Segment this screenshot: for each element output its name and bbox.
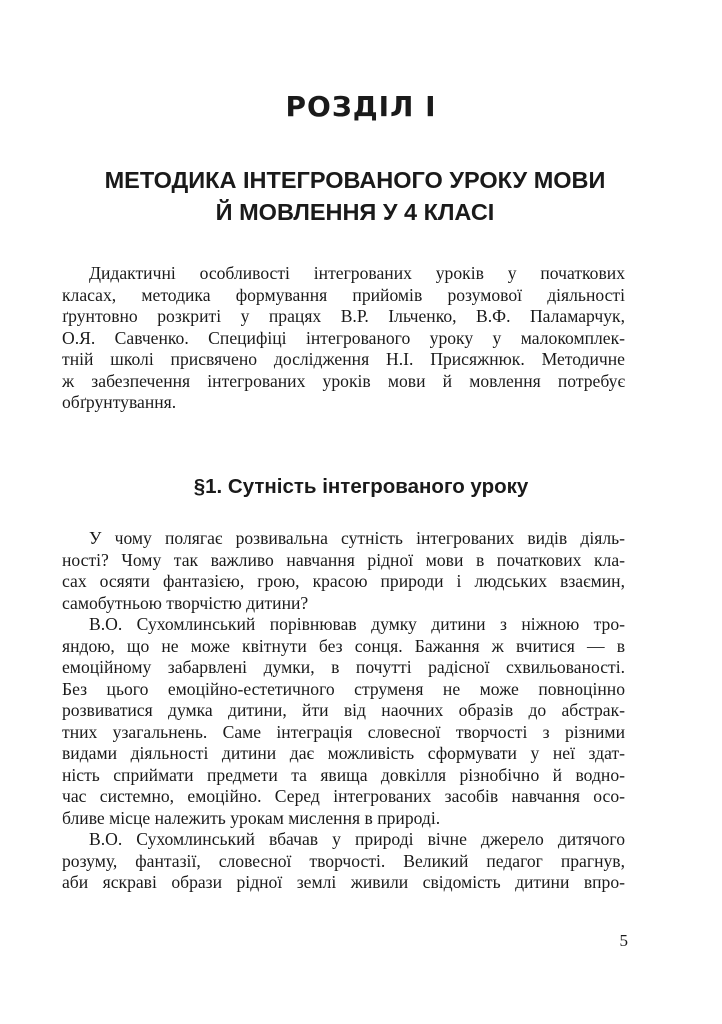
text-line: В.О. Сухомлинський порівнював думку дитини з ніжною тро-	[89, 614, 625, 634]
chapter-title-line: МЕТОДИКА ІНТЕГРОВАНОГО УРОКУ МОВИ	[104, 167, 606, 193]
text-line: самобутньою творчістю дитини?	[62, 592, 309, 613]
section-title: §1. Сутність інтегрованого уроку	[193, 475, 529, 498]
chapter-title	[60, 164, 650, 228]
text-line: тних узагальнень. Саме інтеграція словесної творчості з різними	[62, 721, 625, 742]
text-line: емоційному забарвлені думки, в почутті радісної схвильованості.	[62, 657, 625, 677]
text-line: ж забезпечення інтегрованих уроків мови й мовлення потребує	[62, 370, 625, 391]
intro-paragraph	[62, 263, 625, 414]
text-line: ності? Чому так важливо навчання рідної мови в початкових кла-	[62, 549, 625, 570]
body-paragraph	[62, 829, 625, 894]
text-line: В.О. Сухомлинський вбачав у природі вічне джерело дитячого	[89, 829, 625, 849]
text-line: видами діяльності дитини дає можливість сформувати у неї здат-	[62, 743, 625, 763]
text-line: У чому полягає розвивальна сутність інтегрованих видів діяль-	[89, 528, 625, 548]
text-line: класах, методика формування прийомів розумової діяльності	[62, 284, 625, 305]
text-line: О.Я. Савченко. Специфіці інтегрованого уроку у малокомплек-	[62, 327, 625, 348]
text-line: тній школі присвячено дослідження Н.І. Присяжнюк. Методичне	[62, 349, 625, 369]
page-number: 5	[619, 931, 628, 950]
text-line: Дидактичні особливості інтегрованих уроків у початкових	[89, 263, 625, 283]
text-line: аби яскраві образи рідної землі живили свідомість дитини впро-	[62, 872, 625, 892]
text-line: час системно, емоційно. Серед інтегрованих засобів навчання осо-	[62, 786, 625, 806]
text-line: ґрунтовно розкриті у працях В.Р. Ільченко, В.Ф. Паламарчук,	[62, 306, 625, 326]
text-line: яндою, що не може квітнути без сонця. Бажання ж вчитися — в	[62, 635, 625, 656]
text-line: Без цього емоційно-естетичного струменя не може повноцінно	[62, 678, 625, 699]
text-line: обґрунтування.	[62, 392, 177, 412]
text-line: сах осяяти фантазією, грою, красою природи і людських взаємин,	[62, 571, 625, 591]
chapter-title-line: Й МОВЛЕННЯ У 4 КЛАСІ	[215, 199, 495, 225]
text-line: бливе місце належить урокам мислення в природі.	[62, 807, 441, 828]
body-paragraph	[62, 614, 625, 829]
text-line: ність сприймати предмети та явища довкілля різнобічно й водно-	[62, 764, 625, 785]
part-title: РОЗДІЛ І	[285, 90, 437, 123]
text-line: розуму, фантазії, словесної творчості. Великий педагог прагнув,	[62, 850, 625, 871]
text-line: розвиватися думка дитини, йти від наочних образів до абстрак-	[62, 700, 625, 720]
body-paragraph	[62, 528, 625, 614]
